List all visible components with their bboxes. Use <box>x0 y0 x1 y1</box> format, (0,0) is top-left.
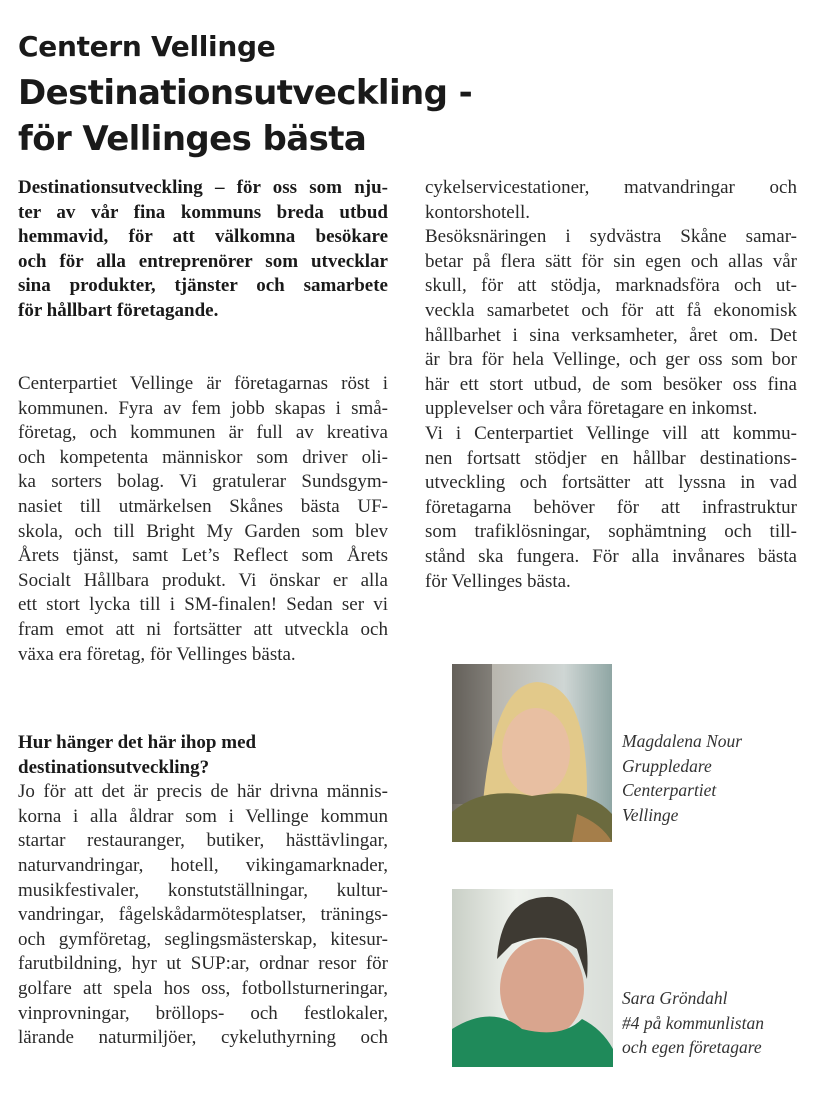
caption-line: Magdalena Nour <box>622 731 743 751</box>
text-line: Vi i Centerpartiet Vellinge vill att kommu- <box>425 422 797 444</box>
body-paragraph <box>18 372 388 667</box>
portrait-photo-sara <box>452 889 613 1067</box>
text-line: och för alla entreprenörer som utvecklar <box>18 250 388 272</box>
text-line: företagarna behöver för att infrastruktur <box>425 496 797 518</box>
text-line: hemmavid, för att välkomna besökare <box>18 226 388 248</box>
text-line: korna i alla åldrar som i Vellinge kommun <box>18 805 388 827</box>
text-line: nasiet till utmärkelsen Skånes bästa UF- <box>18 495 388 517</box>
text-line: musikfestivaler, konstutställningar, kultur- <box>18 879 388 901</box>
text-line: företag, och kommunen är full av kreativa <box>18 422 388 444</box>
text-line: stånd ska fungera. För alla invånares bästa <box>425 545 797 567</box>
text-line: utveckling och fortsätter att lyssna in vad <box>425 472 797 494</box>
text-line: farutbildning, hyr ut SUP:ar, ordnar resor för <box>18 953 388 975</box>
text-line: för hållbart företagande. <box>18 299 219 321</box>
text-line: sina produkter, tjänster och samarbete <box>18 275 388 297</box>
caption-line: Vellinge <box>622 804 679 825</box>
text-line: och kompetenta människor som driver oli- <box>18 446 388 468</box>
headline <box>18 70 472 162</box>
text-line: för Vellinges bästa. <box>425 570 571 592</box>
text-line: skull, för att stödja, marknadsföra och ut- <box>425 275 797 297</box>
headline-line: Destinationsutveckling - <box>18 73 473 113</box>
text-line: cykelservicestationer, matvandringar och <box>425 177 797 198</box>
text-line: Destinationsutveckling – för oss som nju- <box>18 177 388 198</box>
text-line: upplevelser och våra företagare en inkomst. <box>425 398 758 420</box>
text-line: ter av vår fina kommuns breda utbud <box>18 201 388 223</box>
text-line: Socialt Hållbara produkt. Vi önskar er alla <box>18 569 388 591</box>
text-line: fram emot att ni fortsätter att utveckla och <box>18 618 388 640</box>
text-line: golfare att spela hos oss, fotbollsturneringar, <box>18 977 388 999</box>
subheading <box>18 731 388 780</box>
text-line: och gymföretag, seglingsmästerskap, kitesur- <box>18 928 388 950</box>
subsection <box>18 731 388 1051</box>
text-line: skola, och till Bright My Garden som blev <box>18 520 388 542</box>
photo-caption-sara <box>622 986 764 1060</box>
text-line: veckla samarbetet och för att få ekonomisk <box>425 299 797 321</box>
text-line: naturvandringar, hotell, vikingamarknader, <box>18 854 388 876</box>
text-line: betar på flera sätt för sin egen och allas vår <box>425 250 797 272</box>
text-line: Centerpartiet Vellinge är företagarnas röst i <box>18 373 388 394</box>
body-paragraph <box>18 780 388 1051</box>
caption-line: Sara Gröndahl <box>622 988 728 1008</box>
subheading-line: Hur hänger det här ihop med <box>18 732 257 753</box>
text-line: är bra för hela Vellinge, och ger oss som bor <box>425 349 797 371</box>
portrait-photo-magdalena <box>452 664 612 842</box>
text-line: vinprovningar, bröllops- och festlokaler, <box>18 1002 388 1024</box>
text-line: här ett stort utbud, de som besöker oss fina <box>425 373 797 395</box>
text-line: Jo för att det är precis de här drivna männis- <box>18 781 388 803</box>
text-line: Besöksnäringen i sydvästra Skåne samar- <box>425 226 797 248</box>
text-line: kontorshotell. <box>425 201 531 223</box>
text-line: som trafiklösningar, sophämtning och till- <box>425 521 797 543</box>
text-line: vandringar, fågelskådarmötesplatser, tränings- <box>18 904 388 926</box>
caption-line: Centerpartiet <box>622 780 717 800</box>
text-line: ett stort lycka till i SM-finalen! Sedan ser vi <box>18 594 388 616</box>
lead-paragraph <box>18 176 388 324</box>
caption-line: och egen företagare <box>622 1037 762 1057</box>
text-line: Årets tjänst, samt Let’s Reflect som Årets <box>18 545 388 567</box>
text-line: växa era företag, för Vellinges bästa. <box>18 643 296 665</box>
caption-line: #4 på kommunlistan <box>622 1012 764 1033</box>
text-line: lärande naturmiljöer, cykeluthyrning och <box>18 1027 388 1049</box>
text-line: kommunen. Fyra av fem jobb skapas i små- <box>18 397 388 419</box>
text-line: nen fortsatt stödjer en hållbar destinations- <box>425 447 797 469</box>
caption-line: Gruppledare <box>622 755 712 776</box>
subheading-line: destinationsutveckling? <box>18 756 210 778</box>
text-line: ka sorters bolag. Vi gratulerar Sundsgym- <box>18 471 388 493</box>
text-line: startar restauranger, butiker, hästtävlingar, <box>18 830 388 852</box>
body-paragraph-right <box>425 176 797 594</box>
photo-caption-magdalena <box>622 729 742 827</box>
section-kicker: Centern Vellinge <box>18 30 276 63</box>
headline-line: för Vellinges bästa <box>18 119 367 159</box>
text-line: hållbarhet i sina verksamheter, året om. Det <box>425 324 797 346</box>
